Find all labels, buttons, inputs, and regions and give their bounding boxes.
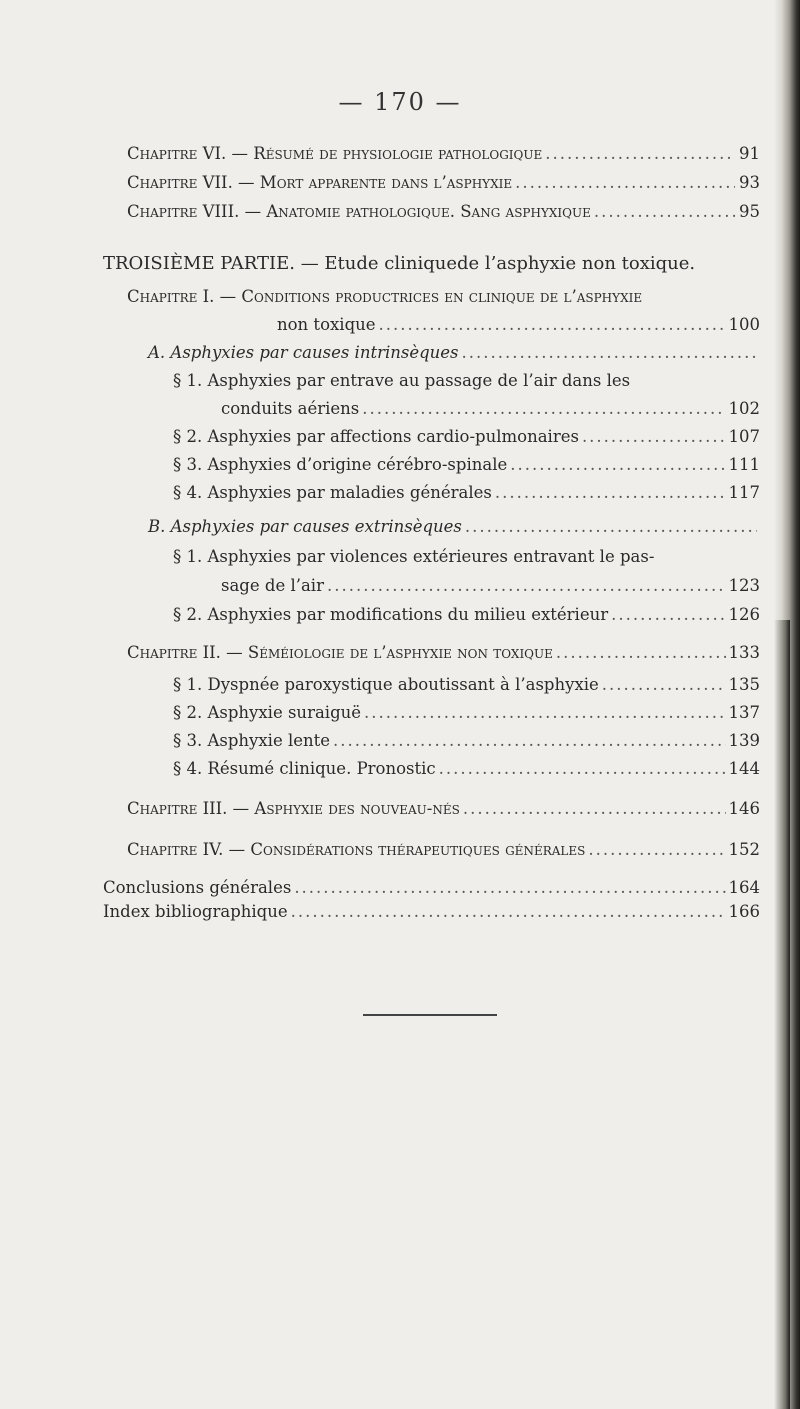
toc-entry (173, 759, 760, 779)
toc-entry-title: Chapitre II. — Séméiologie de l’asphyxie non toxique (127, 643, 553, 662)
toc-entry-page: 111 (728, 455, 760, 474)
toc-entry-title: Chapitre IV. — Considérations thérapeutiques générales (127, 840, 586, 859)
toc-section (148, 517, 760, 537)
toc-entry-title: Chapitre VII. — Mort apparente dans l’asphyxie (127, 173, 513, 192)
toc-entry-title: Index bibliographique (103, 902, 288, 921)
toc-entry (103, 878, 760, 898)
closing-rule (363, 1014, 497, 1016)
toc-entry-title: § 3. Asphyxie lente (173, 731, 331, 750)
toc-entry-page: 164 (728, 878, 760, 897)
toc-entry-title: sage de l’air (221, 576, 324, 595)
toc-entry-page: 146 (728, 799, 760, 818)
page-edge-shadow-lower (774, 620, 790, 1409)
toc-entry (127, 287, 760, 307)
toc-entry-page: 137 (728, 703, 760, 722)
toc-entry (277, 315, 760, 335)
toc-entry (127, 144, 760, 164)
toc-entry (127, 643, 760, 663)
page-number: — 170 — (338, 88, 462, 116)
toc-entry-page: 126 (728, 605, 760, 624)
toc-entry-title: non toxique (277, 315, 376, 334)
part-title: TROISIÈME PARTIE. — Etude cliniquede l’asphyxie non toxique. (103, 253, 696, 274)
toc-entry (173, 703, 760, 723)
toc-entry (103, 902, 760, 922)
toc-entry-title: § 2. Asphyxies par affections cardio-pulmonaires (173, 427, 579, 446)
toc-entry-page: 93 (739, 173, 760, 192)
toc-entry-page: 166 (728, 902, 760, 921)
toc-entry-page: 133 (728, 643, 760, 662)
toc-entry-page: 107 (728, 427, 760, 446)
toc-entry-page: 123 (728, 576, 760, 595)
toc-entry (127, 202, 760, 222)
toc-entry-page: 139 (728, 731, 760, 750)
toc-entry (127, 173, 760, 193)
toc-entry-page: 135 (728, 675, 760, 694)
toc-entry-title: Chapitre III. — Asphyxie des nouveau-nés (127, 799, 460, 818)
toc-entry-title: Chapitre VIII. — Anatomie pathologique. Sang asphyxique (127, 202, 591, 221)
part-heading (103, 254, 760, 274)
toc-entry (173, 371, 760, 391)
toc-entry (173, 455, 760, 475)
toc-entry-title: § 1. Asphyxies par violences extérieures entravant le pas- (173, 547, 655, 566)
toc-entry (127, 799, 760, 819)
toc-entry-page: 144 (728, 759, 760, 778)
toc-entry (173, 605, 760, 625)
toc-entry-page: 100 (728, 315, 760, 334)
toc-entry-title: Chapitre I. — Conditions productrices en clinique de l’asphyxie (127, 287, 643, 306)
toc-entry-title: Conclusions générales (103, 878, 292, 897)
toc-entry-page: 102 (728, 399, 760, 418)
toc-entry-title: § 1. Dyspnée paroxystique aboutissant à l’asphyxie (173, 675, 599, 694)
toc-entry (127, 840, 760, 860)
toc-entry (221, 399, 760, 419)
toc-entry-title: conduits aériens (221, 399, 360, 418)
toc-entry-title: § 4. Asphyxies par maladies générales (173, 483, 492, 502)
toc-entry (173, 427, 760, 447)
toc-entry (173, 547, 760, 567)
toc-entry (221, 576, 760, 596)
toc-entry-title: § 2. Asphyxies par modifications du milieu extérieur (173, 605, 609, 624)
toc-entry-page: 117 (728, 483, 760, 502)
toc-entry-title: § 2. Asphyxie suraiguë (173, 703, 362, 722)
toc-entry-title: § 1. Asphyxies par entrave au passage de l’air dans les (173, 371, 631, 390)
toc-section-title: B. Asphyxies par causes extrinsèques (148, 517, 462, 536)
toc-entry (173, 483, 760, 503)
toc-entry-page: 95 (739, 202, 760, 221)
toc-entry (173, 731, 760, 751)
toc-entry-title: § 4. Résumé clinique. Pronostic (173, 759, 436, 778)
toc-section (148, 343, 760, 363)
toc-section-title: A. Asphyxies par causes intrinsèques (148, 343, 459, 362)
toc-entry-page: 152 (728, 840, 760, 859)
toc-entry (173, 675, 760, 695)
toc-entry-title: § 3. Asphyxies d’origine cérébro-spinale (173, 455, 508, 474)
toc-entry-page: 91 (739, 144, 760, 163)
toc-entry-title: Chapitre VI. — Résumé de physiologie pathologique (127, 144, 543, 163)
